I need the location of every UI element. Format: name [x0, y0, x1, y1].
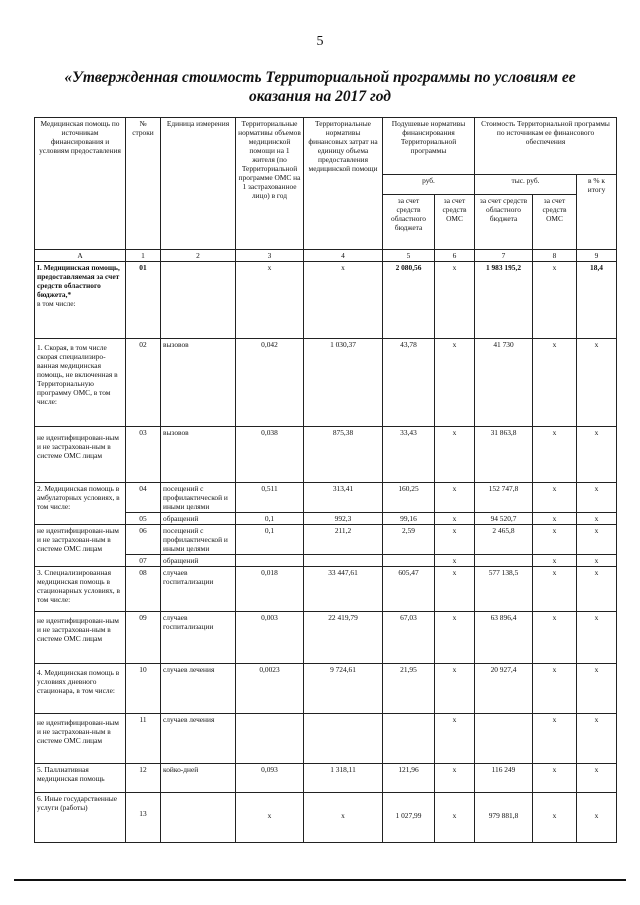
percent-cell: х [577, 664, 617, 714]
unit-cell [161, 262, 236, 339]
cost-oms-cell: х [533, 793, 577, 843]
header-volume-norms: Территориальные нормативы объемов медицинской помощи на 1 жителя (по Территориальной программе ОМС на 1 застрахованное лицо) в год [236, 118, 304, 250]
per-capita-oms-cell: х [435, 525, 475, 555]
percent-cell: х [577, 567, 617, 612]
row-number: 08 [126, 567, 161, 612]
cost-oms-cell: х [533, 555, 577, 567]
percent-cell: х [577, 612, 617, 664]
row-number: 10 [126, 664, 161, 714]
volume-norm-cell [236, 555, 304, 567]
volume-norm-cell: 0,511 [236, 483, 304, 513]
row-label: не идентифицирован-ным и не застрахован-ным в системе ОМС лицам [35, 525, 126, 567]
header-regional-budget-thousand: за счет средств областного бюджета [475, 195, 533, 250]
header-oms-thousand: за счет средств ОМС [533, 195, 577, 250]
row-label: не идентифицирован-ным и не застрахован-ным в системе ОМС лицам [35, 427, 126, 483]
cost-norm-cell: х [304, 262, 383, 339]
row-label: 5. Паллиативная медицинская помощь [35, 764, 126, 793]
table-row [35, 427, 617, 483]
cost-budget-cell: 152 747,8 [475, 483, 533, 513]
cost-oms-cell: х [533, 612, 577, 664]
cost-oms-cell: х [533, 513, 577, 525]
cost-budget-cell: 94 520,7 [475, 513, 533, 525]
unit-cell: койко-дней [161, 764, 236, 793]
volume-norm-cell: 0,003 [236, 612, 304, 664]
volume-norm-cell: 0,1 [236, 513, 304, 525]
header-unit: Единица измерения [161, 118, 236, 250]
cost-budget-cell [475, 714, 533, 764]
cost-oms-cell: х [533, 339, 577, 427]
per-capita-budget-cell: 121,96 [383, 764, 435, 793]
percent-cell: х [577, 513, 617, 525]
unit-cell: случаев госпитализации [161, 612, 236, 664]
header-rub: руб. [383, 175, 475, 195]
header-row-number: № строки [126, 118, 161, 250]
percent-cell: х [577, 714, 617, 764]
column-letter: 1 [126, 250, 161, 262]
per-capita-oms-cell: х [435, 793, 475, 843]
row-number: 01 [126, 262, 161, 339]
per-capita-oms-cell: х [435, 664, 475, 714]
volume-norm-cell: х [236, 262, 304, 339]
row-number: 02 [126, 339, 161, 427]
unit-cell [161, 793, 236, 843]
cost-oms-cell: х [533, 664, 577, 714]
row-number: 06 [126, 525, 161, 555]
volume-norm-cell: 0,093 [236, 764, 304, 793]
row-label: 3. Специализированная медицинская помощь в стационарных условиях, в том числе: [35, 567, 126, 612]
unit-cell: вызовов [161, 339, 236, 427]
cost-budget-cell: 979 881,8 [475, 793, 533, 843]
volume-norm-cell: 0,038 [236, 427, 304, 483]
percent-cell: х [577, 339, 617, 427]
header-oms-rub: за счет средств ОМС [435, 195, 475, 250]
volume-norm-cell: х [236, 793, 304, 843]
column-letter: 3 [236, 250, 304, 262]
per-capita-oms-cell: х [435, 567, 475, 612]
per-capita-oms-cell: х [435, 427, 475, 483]
column-letters-row [35, 250, 617, 262]
row-number: 03 [126, 427, 161, 483]
per-capita-oms-cell: х [435, 262, 475, 339]
row-label: не идентифицирован-ным и не застрахован-ным в системе ОМС лицам [35, 612, 126, 664]
row-label: 6. Иные государственные услуги (работы) [35, 793, 126, 843]
column-letter: 6 [435, 250, 475, 262]
cost-norm-cell: 992,3 [304, 513, 383, 525]
row-label-text: I. Медицинская помощь, предоставляемая за счет средств областного бюджета,* [37, 263, 120, 299]
cost-norm-cell: 313,41 [304, 483, 383, 513]
cost-oms-cell: х [533, 714, 577, 764]
percent-cell: х [577, 793, 617, 843]
row-number: 07 [126, 555, 161, 567]
per-capita-oms-cell: х [435, 764, 475, 793]
header-regional-budget-rub: за счет средств областного бюджета [383, 195, 435, 250]
cost-budget-cell: 1 983 195,2 [475, 262, 533, 339]
unit-cell: случаев госпитализации [161, 567, 236, 612]
per-capita-budget-cell: 1 027,99 [383, 793, 435, 843]
column-letter: 5 [383, 250, 435, 262]
per-capita-budget-cell: 605,47 [383, 567, 435, 612]
header-percent: в % к итогу [577, 175, 617, 250]
table-row [35, 764, 617, 793]
percent-cell: х [577, 483, 617, 513]
page-number: 5 [316, 34, 324, 49]
per-capita-budget-cell: 21,95 [383, 664, 435, 714]
cost-budget-cell: 2 465,8 [475, 525, 533, 555]
percent-cell: х [577, 525, 617, 555]
document-title: «Утвержденная стоимость Территориальной программы по условиям ее оказания на 2017 год [64, 69, 576, 105]
row-number: 04 [126, 483, 161, 513]
percent-cell: 18,4 [577, 262, 617, 339]
table-row [35, 567, 617, 612]
per-capita-budget-cell [383, 555, 435, 567]
per-capita-budget-cell: 43,78 [383, 339, 435, 427]
header-medical-care: Медицинская помощь по источникам финансирования и условиям предоставления [35, 118, 126, 250]
cost-budget-cell [475, 555, 533, 567]
volume-norm-cell: 0,1 [236, 525, 304, 555]
row-label: 4. Медицинская помощь в условиях дневного стационара, в том числе: [35, 664, 126, 714]
cost-oms-cell: х [533, 262, 577, 339]
cost-norm-cell: 1 318,11 [304, 764, 383, 793]
header-row-1 [35, 118, 617, 175]
table-row [35, 525, 617, 555]
per-capita-oms-cell: х [435, 339, 475, 427]
cost-oms-cell: х [533, 483, 577, 513]
column-letter: 2 [161, 250, 236, 262]
cost-norm-cell: 1 030,37 [304, 339, 383, 427]
cost-norm-cell: х [304, 793, 383, 843]
cost-budget-cell: 41 730 [475, 339, 533, 427]
cost-oms-cell: х [533, 427, 577, 483]
column-letter: 7 [475, 250, 533, 262]
per-capita-budget-cell [383, 714, 435, 764]
percent-cell: х [577, 764, 617, 793]
cost-norm-cell: 875,38 [304, 427, 383, 483]
row-label: 1. Скорая, в том числе скорая специализиро-ванная медицинская помощь, не включенная в Территориальную программу ОМС, в том числе: [35, 339, 126, 427]
header-thousand-rub: тыс. руб. [475, 175, 577, 195]
per-capita-budget-cell: 160,25 [383, 483, 435, 513]
percent-cell: х [577, 427, 617, 483]
cost-oms-cell: х [533, 525, 577, 555]
per-capita-budget-cell: 33,43 [383, 427, 435, 483]
header-cost-norms: Территориальные нормативы финансовых затрат на единицу объема предоставления медицинской помощи [304, 118, 383, 250]
cost-table [34, 117, 617, 843]
cost-oms-cell: х [533, 764, 577, 793]
cost-norm-cell: 33 447,61 [304, 567, 383, 612]
row-number: 05 [126, 513, 161, 525]
cost-budget-cell: 20 927,4 [475, 664, 533, 714]
table-row [35, 612, 617, 664]
header-program-cost: Стоимость Территориальной программы по источникам ее финансового обеспечения [475, 118, 617, 175]
table-row [35, 339, 617, 427]
column-letter: 4 [304, 250, 383, 262]
per-capita-oms-cell: х [435, 483, 475, 513]
per-capita-oms-cell: х [435, 612, 475, 664]
table-row [35, 664, 617, 714]
row-number: 12 [126, 764, 161, 793]
unit-cell: обращений [161, 513, 236, 525]
column-letter: 9 [577, 250, 617, 262]
per-capita-oms-cell: х [435, 513, 475, 525]
row-number: 11 [126, 714, 161, 764]
table-row [35, 714, 617, 764]
header-per-capita: Подушевые нормативы финансирования Территориальной программы [383, 118, 475, 175]
row-label: не идентифицирован-ным и не застрахован-ным в системе ОМС лицам [35, 714, 126, 764]
table-row [35, 262, 617, 339]
column-letter: А [35, 250, 126, 262]
volume-norm-cell: 0,042 [236, 339, 304, 427]
per-capita-oms-cell: х [435, 714, 475, 764]
cost-budget-cell: 31 863,8 [475, 427, 533, 483]
cost-norm-cell: 22 419,79 [304, 612, 383, 664]
unit-cell: обращений [161, 555, 236, 567]
bottom-rule [14, 879, 626, 881]
per-capita-budget-cell: 67,03 [383, 612, 435, 664]
per-capita-oms-cell: х [435, 555, 475, 567]
volume-norm-cell: 0,018 [236, 567, 304, 612]
row-label: 2. Медицинская помощь в амбулаторных условиях, в том числе: [35, 483, 126, 525]
per-capita-budget-cell: 2,59 [383, 525, 435, 555]
cost-norm-cell: 211,2 [304, 525, 383, 555]
cost-budget-cell: 63 896,4 [475, 612, 533, 664]
per-capita-budget-cell: 2 080,56 [383, 262, 435, 339]
cost-norm-cell: 9 724,61 [304, 664, 383, 714]
cost-budget-cell: 577 138,5 [475, 567, 533, 612]
volume-norm-cell: 0,0023 [236, 664, 304, 714]
column-letter: 8 [533, 250, 577, 262]
unit-cell: случаев лечения [161, 714, 236, 764]
per-capita-budget-cell: 99,16 [383, 513, 435, 525]
row-label-suffix: в том числе: [37, 299, 76, 308]
row-label [35, 262, 126, 339]
cost-oms-cell: х [533, 567, 577, 612]
row-number: 13 [126, 793, 161, 843]
unit-cell: случаев лечения [161, 664, 236, 714]
unit-cell: посещений с профилактической и иными целями [161, 525, 236, 555]
row-number: 09 [126, 612, 161, 664]
percent-cell: х [577, 555, 617, 567]
volume-norm-cell [236, 714, 304, 764]
cost-budget-cell: 116 249 [475, 764, 533, 793]
table-row [35, 793, 617, 843]
cost-norm-cell [304, 714, 383, 764]
unit-cell: посещений с профилактической и иными целями [161, 483, 236, 513]
table-row [35, 483, 617, 513]
unit-cell: вызовов [161, 427, 236, 483]
cost-norm-cell [304, 555, 383, 567]
